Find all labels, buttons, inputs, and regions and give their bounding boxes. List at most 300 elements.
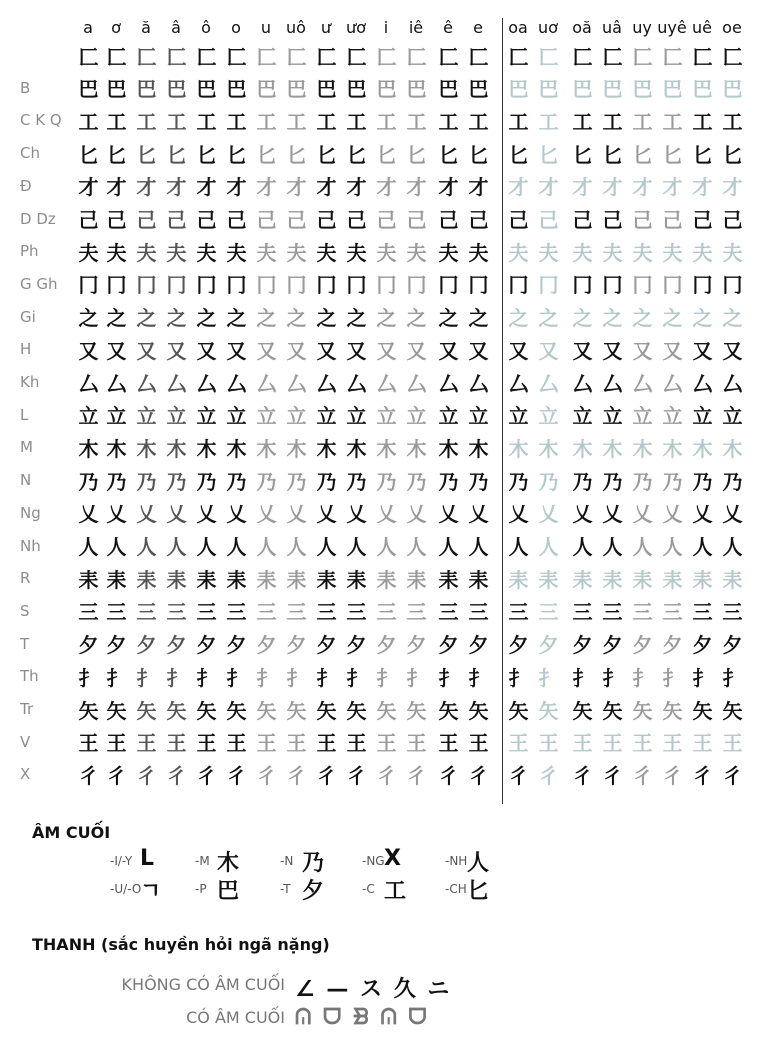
glyph-cell-left: 王 (468, 731, 488, 756)
row-label: Nh (20, 536, 41, 555)
glyph-cell-left: 立 (438, 404, 458, 429)
vowel-header-right: uê (692, 18, 712, 37)
vowel-header-left: a (83, 18, 93, 37)
glyph-cell-left: 匚 (106, 44, 126, 69)
glyph-cell-left: 夫 (196, 240, 216, 265)
glyph-cell-left: 耒 (166, 567, 186, 592)
glyph-cell-left: 扌 (438, 665, 458, 690)
glyph-cell-left: 己 (106, 208, 126, 232)
glyph-cell-left: 冂 (136, 273, 156, 298)
glyph-cell-left: 厶 (286, 371, 306, 396)
glyph-cell-left: 扌 (468, 665, 488, 690)
glyph-cell-left: 之 (196, 306, 216, 331)
glyph-cell-right: 又 (722, 338, 742, 363)
glyph-cell-right: 匕 (632, 142, 652, 167)
glyph-cell-right: 耒 (508, 567, 528, 592)
glyph-cell-right: 才 (538, 175, 558, 200)
glyph-cell-right: 匚 (632, 44, 652, 69)
glyph-cell-right: 之 (602, 306, 622, 331)
glyph-cell-left: 扌 (406, 665, 426, 690)
glyph-cell-left: 己 (78, 208, 98, 232)
glyph-cell-right: 三 (692, 600, 712, 625)
final-glyph: 工 (384, 879, 407, 904)
glyph-cell-right: 冂 (632, 273, 652, 298)
glyph-cell-right: 夫 (508, 240, 528, 265)
glyph-cell-right: 夕 (572, 633, 592, 658)
glyph-cell-right: 乃 (602, 469, 622, 494)
glyph-cell-right: 耒 (662, 567, 682, 592)
glyph-cell-right: 木 (602, 436, 622, 461)
glyph-cell-left: 三 (256, 600, 276, 625)
glyph-cell-left: 乃 (316, 469, 336, 494)
glyph-cell-left: 己 (286, 208, 306, 232)
glyph-cell-left: 立 (406, 404, 426, 429)
glyph-cell-right: 之 (508, 306, 528, 331)
glyph-cell-left: 彳 (346, 763, 366, 788)
glyph-cell-right: 乂 (722, 502, 742, 527)
glyph-cell-left: 己 (316, 208, 336, 232)
glyph-cell-left: 工 (468, 109, 488, 134)
glyph-cell-left: 乃 (196, 469, 216, 494)
glyph-cell-left: 人 (166, 535, 186, 559)
glyph-cell-right: 己 (662, 208, 682, 232)
glyph-cell-left: 厶 (256, 371, 276, 396)
glyph-cell-left: 匕 (78, 142, 98, 167)
glyph-cell-left: 冂 (286, 273, 306, 298)
glyph-cell-right: 才 (632, 175, 652, 200)
glyph-cell-left: 立 (468, 404, 488, 429)
glyph-cell-right: 木 (538, 436, 558, 461)
glyph-cell-right: 王 (722, 731, 742, 756)
glyph-cell-left: 匚 (406, 44, 426, 69)
glyph-cell-right: 又 (692, 338, 712, 363)
glyph-cell-right: 夕 (662, 633, 682, 658)
glyph-cell-left: 匚 (78, 44, 98, 69)
glyph-cell-right: 冂 (508, 273, 528, 298)
glyph-cell-right: 匕 (602, 142, 622, 167)
glyph-cell-left: 乃 (166, 469, 186, 494)
glyph-cell-left: 木 (346, 436, 366, 461)
glyph-cell-right: 人 (572, 535, 592, 559)
glyph-cell-right: 三 (538, 600, 558, 625)
glyph-cell-left: 人 (316, 535, 336, 559)
glyph-cell-right: 乂 (662, 502, 682, 527)
glyph-cell-right: 耒 (572, 567, 592, 592)
glyph-cell-left: 厶 (136, 371, 156, 396)
glyph-cell-left: 才 (346, 175, 366, 200)
glyph-cell-left: 彳 (438, 763, 458, 788)
glyph-cell-right: 扌 (722, 665, 742, 690)
glyph-cell-right: 立 (692, 404, 712, 429)
glyph-cell-left: 立 (346, 404, 366, 429)
glyph-cell-right: 工 (508, 109, 528, 134)
glyph-cell-right: 乂 (508, 502, 528, 527)
row-label: Ng (20, 503, 41, 522)
glyph-cell-left: 工 (196, 109, 216, 134)
glyph-cell-right: 王 (602, 731, 622, 756)
row-label: N (20, 471, 32, 490)
glyph-cell-left: 夫 (438, 240, 458, 265)
glyph-cell-right: 匚 (662, 44, 682, 69)
glyph-cell-left: 之 (78, 306, 98, 331)
glyph-cell-left: 之 (406, 306, 426, 331)
glyph-cell-right: 工 (538, 109, 558, 134)
glyph-cell-left: 冂 (316, 273, 336, 298)
glyph-cell-left: 三 (136, 600, 156, 625)
glyph-cell-left: 彳 (166, 763, 186, 788)
glyph-cell-left: 矢 (136, 698, 156, 723)
glyph-cell-right: 己 (722, 208, 742, 232)
glyph-cell-left: 木 (78, 436, 98, 461)
glyph-cell-right: 耒 (632, 567, 652, 592)
glyph-cell-left: 厶 (376, 371, 396, 396)
vowel-header-right: uơ (538, 18, 558, 37)
glyph-cell-left: 乂 (346, 502, 366, 527)
glyph-cell-left: 三 (78, 600, 98, 625)
glyph-cell-left: 扌 (256, 665, 276, 690)
glyph-cell-left: 三 (468, 600, 488, 625)
glyph-cell-left: 匕 (286, 142, 306, 167)
vowel-header-right: uâ (602, 18, 622, 37)
row-label: C K Q (20, 111, 62, 130)
glyph-cell-left: 乃 (226, 469, 246, 494)
glyph-cell-right: 三 (602, 600, 622, 625)
glyph-cell-left: 矢 (196, 698, 216, 723)
glyph-cell-left: 扌 (376, 665, 396, 690)
glyph-cell-left: 匚 (376, 44, 396, 69)
glyph-cell-left: 王 (196, 731, 216, 756)
glyph-cell-left: 己 (136, 208, 156, 232)
glyph-cell-left: 厶 (468, 371, 488, 396)
glyph-cell-right: 扌 (692, 665, 712, 690)
glyph-cell-left: 夕 (376, 633, 396, 658)
row-label: S (20, 601, 30, 620)
glyph-cell-left: 立 (166, 404, 186, 429)
vowel-header-left: o (231, 18, 241, 37)
glyph-cell-left: 冂 (406, 273, 426, 298)
glyph-cell-left: 矢 (438, 698, 458, 723)
glyph-cell-right: 厶 (538, 371, 558, 396)
glyph-cell-left: 彳 (196, 763, 216, 788)
row-label: H (20, 340, 32, 359)
glyph-cell-left: 之 (376, 306, 396, 331)
tones-title: THANH (sắc huyền hỏi ngã nặng) (32, 935, 330, 954)
glyph-cell-left: 工 (226, 109, 246, 134)
glyph-cell-left: 冂 (78, 273, 98, 298)
glyph-cell-left: 之 (438, 306, 458, 331)
glyph-cell-left: 匕 (136, 142, 156, 167)
glyph-cell-left: 人 (406, 535, 426, 559)
glyph-cell-left: 王 (346, 731, 366, 756)
glyph-cell-left: 立 (226, 404, 246, 429)
vowel-header-right: uyê (657, 18, 687, 37)
tone-no-final-label: KHÔNG CÓ ÂM CUỐI (121, 975, 285, 994)
glyph-cell-left: 立 (256, 404, 276, 429)
final-label: -T (280, 882, 291, 896)
glyph-cell-right: 冂 (692, 273, 712, 298)
glyph-cell-left: 厶 (346, 371, 366, 396)
glyph-cell-left: 又 (106, 338, 126, 363)
final-label: -CH (445, 882, 467, 896)
glyph-cell-right: 工 (602, 109, 622, 134)
finals-title: ÂM CUỐI (32, 823, 111, 842)
glyph-cell-left: 才 (226, 175, 246, 200)
vowel-header-left: â (171, 18, 181, 37)
vowel-header-left: i (383, 18, 389, 37)
glyph-cell-left: 匕 (166, 142, 186, 167)
glyph-cell-right: 夫 (722, 240, 742, 265)
glyph-cell-left: 又 (406, 338, 426, 363)
glyph-cell-left: 立 (376, 404, 396, 429)
glyph-cell-left: 三 (166, 600, 186, 625)
glyph-cell-right: 乂 (602, 502, 622, 527)
glyph-cell-right: 匚 (572, 44, 592, 69)
glyph-cell-left: 夕 (226, 633, 246, 658)
glyph-cell-left: 夫 (376, 240, 396, 265)
glyph-cell-left: 匚 (226, 44, 246, 69)
glyph-cell-right: 工 (632, 109, 652, 134)
final-glyph: 木 (217, 851, 240, 876)
glyph-cell-left: 工 (438, 109, 458, 134)
glyph-cell-left: 王 (136, 731, 156, 756)
glyph-cell-right: 巴 (538, 77, 558, 102)
row-label: B (20, 78, 31, 97)
glyph-cell-left: 矢 (468, 698, 488, 723)
glyph-cell-left: 立 (286, 404, 306, 429)
glyph-cell-right: 匚 (602, 44, 622, 69)
glyph-cell-left: 木 (136, 436, 156, 461)
glyph-cell-right: 厶 (602, 371, 622, 396)
glyph-cell-left: 夕 (256, 633, 276, 658)
glyph-cell-left: 巴 (196, 77, 216, 102)
glyph-cell-right: 又 (572, 338, 592, 363)
glyph-cell-left: 冂 (166, 273, 186, 298)
glyph-cell-left: 耒 (78, 567, 98, 592)
glyph-cell-right: 矢 (508, 698, 528, 723)
glyph-cell-left: 乃 (406, 469, 426, 494)
glyph-cell-right: 匚 (722, 44, 742, 69)
glyph-cell-left: 人 (346, 535, 366, 559)
vowel-header-left: uô (286, 18, 306, 37)
glyph-cell-right: 矢 (692, 698, 712, 723)
glyph-cell-left: 扌 (78, 665, 98, 690)
glyph-cell-left: 厶 (226, 371, 246, 396)
vowel-header-right: oe (722, 18, 742, 37)
glyph-cell-right: 厶 (508, 371, 528, 396)
glyph-cell-right: 工 (692, 109, 712, 134)
glyph-cell-right: 王 (632, 731, 652, 756)
glyph-cell-right: 木 (508, 436, 528, 461)
glyph-cell-right: 乃 (508, 469, 528, 494)
glyph-cell-left: 乂 (196, 502, 216, 527)
glyph-cell-right: 乂 (692, 502, 712, 527)
glyph-cell-left: 彳 (106, 763, 126, 788)
glyph-cell-left: 耒 (106, 567, 126, 592)
glyph-cell-left: 己 (166, 208, 186, 232)
glyph-cell-right: 己 (508, 208, 528, 232)
glyph-cell-right: 己 (538, 208, 558, 232)
glyph-cell-left: 彳 (136, 763, 156, 788)
glyph-cell-left: 匚 (196, 44, 216, 69)
glyph-cell-right: 人 (662, 535, 682, 559)
glyph-cell-right: 乃 (662, 469, 682, 494)
glyph-cell-left: 扌 (166, 665, 186, 690)
glyph-cell-right: 之 (662, 306, 682, 331)
glyph-cell-left: 己 (196, 208, 216, 232)
glyph-cell-right: 木 (662, 436, 682, 461)
glyph-cell-left: 乂 (316, 502, 336, 527)
glyph-cell-right: 夕 (602, 633, 622, 658)
glyph-cell-right: 乃 (538, 469, 558, 494)
glyph-cell-left: 王 (166, 731, 186, 756)
final-label: -U/-O (110, 882, 142, 896)
glyph-cell-left: 夕 (106, 633, 126, 658)
glyph-cell-left: 己 (468, 208, 488, 232)
glyph-cell-left: 夫 (468, 240, 488, 265)
glyph-cell-left: 厶 (316, 371, 336, 396)
glyph-cell-right: 木 (692, 436, 712, 461)
glyph-cell-right: 匕 (508, 142, 528, 167)
glyph-cell-left: 立 (316, 404, 336, 429)
glyph-cell-left: 矢 (286, 698, 306, 723)
glyph-cell-left: 人 (468, 535, 488, 559)
glyph-cell-left: 巴 (166, 77, 186, 102)
glyph-cell-right: 匕 (662, 142, 682, 167)
glyph-cell-left: 才 (316, 175, 336, 200)
glyph-cell-right: 木 (572, 436, 592, 461)
glyph-cell-left: 又 (376, 338, 396, 363)
glyph-cell-left: 夫 (136, 240, 156, 265)
glyph-cell-left: 三 (226, 600, 246, 625)
glyph-cell-left: 厶 (406, 371, 426, 396)
final-glyph: 乃 (302, 851, 325, 876)
glyph-cell-left: 三 (438, 600, 458, 625)
glyph-cell-left: 人 (256, 535, 276, 559)
glyph-cell-left: 夫 (406, 240, 426, 265)
glyph-cell-left: 耒 (468, 567, 488, 592)
glyph-cell-right: 夕 (692, 633, 712, 658)
glyph-cell-left: 夫 (106, 240, 126, 265)
glyph-cell-right: 扌 (508, 665, 528, 690)
glyph-cell-left: 匕 (438, 142, 458, 167)
glyph-cell-left: 耒 (136, 567, 156, 592)
glyph-cell-left: 矢 (346, 698, 366, 723)
glyph-cell-left: 乂 (166, 502, 186, 527)
row-label: M (20, 438, 33, 457)
glyph-cell-left: 彳 (406, 763, 426, 788)
glyph-cell-right: 冂 (722, 273, 742, 298)
glyph-cell-right: 巴 (662, 77, 682, 102)
glyph-cell-left: 三 (316, 600, 336, 625)
glyph-cell-left: 工 (376, 109, 396, 134)
glyph-cell-right: 耒 (722, 567, 742, 592)
glyph-cell-right: 彳 (722, 763, 742, 788)
glyph-cell-right: 乂 (572, 502, 592, 527)
glyph-cell-right: 之 (632, 306, 652, 331)
glyph-cell-right: 匕 (722, 142, 742, 167)
glyph-cell-left: 之 (316, 306, 336, 331)
glyph-cell-left: 立 (136, 404, 156, 429)
glyph-cell-left: 冂 (226, 273, 246, 298)
glyph-cell-right: 矢 (572, 698, 592, 723)
glyph-cell-left: 王 (406, 731, 426, 756)
glyph-cell-left: 矢 (256, 698, 276, 723)
glyph-cell-right: 耒 (692, 567, 712, 592)
glyph-cell-left: 耒 (196, 567, 216, 592)
glyph-cell-left: 耒 (376, 567, 396, 592)
glyph-cell-left: 又 (136, 338, 156, 363)
glyph-cell-right: 之 (572, 306, 592, 331)
glyph-cell-left: 工 (316, 109, 336, 134)
glyph-cell-left: 人 (78, 535, 98, 559)
glyph-cell-left: 乃 (376, 469, 396, 494)
glyph-cell-right: 立 (602, 404, 622, 429)
glyph-cell-left: 夕 (316, 633, 336, 658)
glyph-cell-left: 夫 (316, 240, 336, 265)
glyph-cell-left: 人 (438, 535, 458, 559)
glyph-cell-left: 工 (286, 109, 306, 134)
glyph-cell-left: 工 (78, 109, 98, 134)
glyph-cell-left: 工 (346, 109, 366, 134)
vowel-header-left: iê (408, 18, 424, 37)
glyph-cell-left: 木 (256, 436, 276, 461)
glyph-cell-left: 匚 (166, 44, 186, 69)
glyph-cell-right: 乂 (538, 502, 558, 527)
glyph-cell-left: 厶 (438, 371, 458, 396)
glyph-cell-right: 夕 (722, 633, 742, 658)
glyph-cell-left: 才 (376, 175, 396, 200)
glyph-cell-left: 之 (106, 306, 126, 331)
glyph-cell-left: 木 (468, 436, 488, 461)
glyph-cell-right: 扌 (602, 665, 622, 690)
glyph-cell-left: 乂 (78, 502, 98, 527)
glyph-cell-right: 立 (508, 404, 528, 429)
glyph-cell-right: 矢 (632, 698, 652, 723)
vowel-header-left: ă (141, 18, 151, 37)
final-label: -NG (362, 854, 385, 868)
glyph-cell-right: 人 (602, 535, 622, 559)
glyph-cell-right: 立 (722, 404, 742, 429)
vowel-header-left: u (260, 18, 272, 37)
glyph-cell-left: 木 (226, 436, 246, 461)
glyph-cell-left: 才 (196, 175, 216, 200)
glyph-cell-right: 彳 (508, 763, 528, 788)
glyph-cell-right: 乃 (572, 469, 592, 494)
glyph-cell-left: 耒 (438, 567, 458, 592)
glyph-cell-left: 彳 (286, 763, 306, 788)
glyph-cell-right: 耒 (538, 567, 558, 592)
glyph-cell-right: 之 (692, 306, 712, 331)
glyph-cell-right: 彳 (572, 763, 592, 788)
glyph-cell-right: 木 (632, 436, 652, 461)
glyph-cell-right: 冂 (602, 273, 622, 298)
row-label: R (20, 569, 31, 588)
final-glyph: L (140, 846, 155, 871)
glyph-cell-left: 匕 (346, 142, 366, 167)
glyph-cell-left: 乂 (106, 502, 126, 527)
glyph-cell-left: 扌 (316, 665, 336, 690)
glyph-cell-left: 工 (106, 109, 126, 134)
glyph-cell-right: 又 (632, 338, 652, 363)
glyph-cell-left: 巴 (136, 77, 156, 102)
glyph-cell-left: 夕 (78, 633, 98, 658)
glyph-cell-right: 王 (572, 731, 592, 756)
glyph-cell-left: 人 (376, 535, 396, 559)
glyph-cell-left: 冂 (438, 273, 458, 298)
glyph-cell-left: 夕 (286, 633, 306, 658)
glyph-cell-right: 己 (632, 208, 652, 232)
glyph-cell-left: 之 (256, 306, 276, 331)
